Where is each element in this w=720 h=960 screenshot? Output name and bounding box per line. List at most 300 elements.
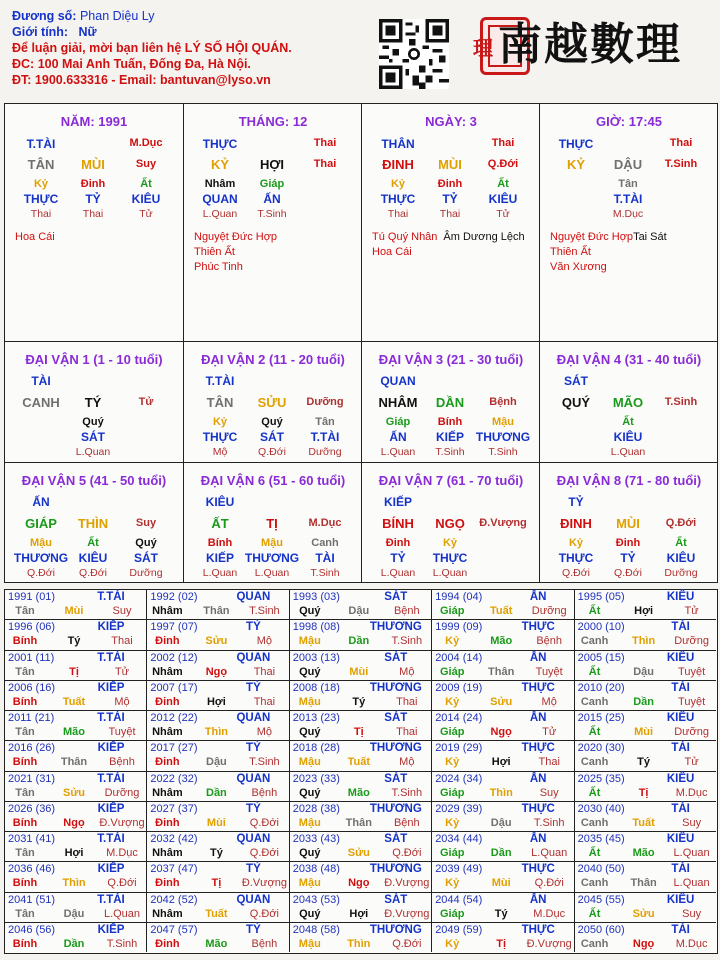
dai-van-god: ẤN [32, 495, 50, 509]
year-stem: Ất [588, 726, 601, 738]
contact-line: Để luận giải, mời bạn liên hệ LÝ SỐ HỘI QUÁN. [12, 41, 292, 55]
qr-code-icon [379, 19, 449, 89]
red-seal-icon: 理 [480, 17, 530, 75]
year-stage: Dưỡng [674, 635, 709, 648]
dv-hidden-god: SÁT [134, 551, 158, 565]
pillars-panel [4, 103, 718, 343]
year-cell [432, 711, 574, 741]
year-god: QUAN [236, 772, 271, 785]
year-branch: Tuất [205, 907, 228, 920]
year-label: 2020 (30) [577, 742, 625, 755]
year-stage: Mộ [399, 665, 415, 678]
year-branch: Ngọ [63, 816, 85, 829]
dv-hidden-god: KIÊU [666, 551, 696, 565]
hidden-stem-stage: Tử [496, 208, 510, 220]
year-cell [432, 772, 574, 802]
year-branch: Sửu [632, 907, 655, 920]
year-cell [5, 651, 147, 681]
year-stem: Đinh [155, 877, 180, 890]
year-branch: Hợi [64, 847, 84, 859]
year-cell [290, 893, 432, 923]
year-cell [432, 681, 574, 711]
dv-hidden-god: THƯƠNG [13, 551, 69, 565]
year-stage: Suy [539, 786, 559, 799]
dai-van-cell [183, 462, 362, 583]
dai-van-god: KIÊU [205, 495, 235, 509]
year-branch: Tý [67, 635, 81, 648]
year-god: TÀI [671, 802, 690, 815]
year-stem: Đinh [155, 695, 180, 708]
year-stem: Mậu [298, 937, 321, 950]
year-stage: Mộ [114, 695, 130, 708]
year-god: TỶ [246, 621, 261, 634]
year-branch: Thân [345, 816, 372, 829]
year-stage: M.Dục [106, 847, 138, 859]
year-cell [290, 923, 432, 952]
year-god: TÀI [671, 863, 690, 876]
year-cell [575, 590, 716, 620]
year-label: 2016 (26) [8, 742, 56, 755]
hidden-stem-god: THỰC [23, 192, 59, 206]
year-branch: Tị [69, 665, 79, 678]
star-name: Thiên Ất [550, 246, 591, 258]
year-god: T.TÀI [97, 772, 125, 785]
dai-van-cell [361, 342, 540, 462]
year-label: 2035 (45) [577, 833, 625, 845]
year-stage: Thai [396, 695, 418, 708]
year-cell [290, 681, 432, 711]
year-cell [5, 862, 147, 892]
dai-van-title: ĐẠI VẬN 7 (61 - 70 tuổi) [378, 473, 524, 488]
year-branch: Sửu [347, 847, 370, 859]
dv-hidden-stem: Quý [82, 416, 104, 428]
year-cell [432, 862, 574, 892]
dai-van-stem: NHÂM [378, 395, 418, 410]
year-cell [432, 832, 574, 862]
dv-hidden-stem: Giáp [385, 416, 411, 428]
year-label: 1998 (08) [292, 621, 340, 634]
dai-van-stage: Bệnh [489, 396, 517, 408]
year-stage: Tuyệt [108, 726, 136, 738]
year-stage: L.Quan [673, 877, 710, 890]
year-stem: Bính [12, 756, 38, 769]
header-info [12, 8, 372, 88]
year-god: SÁT [384, 833, 408, 845]
year-god: KIÊU [666, 651, 695, 664]
year-cell [147, 802, 289, 832]
year-stem: Kỷ [445, 635, 460, 648]
dv-hidden-god: THỰC [202, 430, 238, 444]
year-stage: Đ.Vượng [526, 937, 572, 950]
dv-hidden-stem: Ất [675, 537, 687, 549]
year-cell [432, 923, 574, 952]
dv-hidden-stem: Tân [315, 416, 335, 428]
year-stem: Mậu [298, 635, 321, 648]
year-branch: Thìn [62, 877, 86, 890]
year-label: 2015 (25) [577, 712, 625, 724]
pillar-column [5, 104, 183, 342]
year-branch: Dần [63, 937, 85, 950]
year-god: QUAN [236, 591, 271, 603]
dv-hidden-stage: L.Quan [380, 446, 416, 458]
year-cell [290, 741, 432, 771]
year-cell [432, 893, 574, 923]
pillar-earthly-branch: HỢI [259, 157, 285, 172]
pillar-can-stage: Thai [491, 137, 515, 149]
year-label: 2012 (22) [150, 712, 198, 724]
year-stage: Thai [111, 635, 133, 648]
year-branch: Tị [496, 937, 507, 950]
year-branch: Thìn [489, 786, 513, 799]
year-cell [575, 832, 716, 862]
dv-hidden-god: SÁT [260, 430, 284, 444]
pillar-column [361, 104, 540, 342]
year-stem: Tân [15, 726, 35, 738]
year-branch: Thân [488, 665, 515, 678]
year-stem: Kỷ [445, 695, 460, 708]
year-cell [5, 923, 147, 952]
year-label: 1992 (02) [150, 591, 198, 603]
year-cell [5, 772, 147, 802]
year-cell [147, 711, 289, 741]
year-cell [432, 651, 574, 681]
pillar-can-god: THÂN [381, 137, 415, 151]
dv-hidden-stage: Q.Đới [258, 446, 286, 458]
dai-van-title: ĐẠI VẬN 5 (41 - 50 tuổi) [21, 473, 167, 488]
year-branch: Thìn [204, 726, 228, 738]
dv-hidden-god: KIÊU [78, 551, 108, 565]
year-branch: Tuất [347, 756, 370, 769]
year-stem: Ất [588, 907, 601, 920]
year-label: 2003 (13) [292, 651, 340, 664]
year-label: 2046 (56) [8, 923, 56, 936]
year-stage: Mộ [541, 695, 557, 708]
year-stem: Ất [588, 605, 601, 617]
year-branch: Dần [633, 695, 654, 708]
dv-hidden-stage: L.Quan [254, 567, 290, 579]
year-god: KIẾP [97, 923, 125, 936]
year-god: THƯƠNG [369, 923, 422, 936]
year-cell [575, 620, 716, 650]
year-label: 1991 (01) [8, 591, 56, 603]
year-god: TỶ [246, 923, 261, 936]
hidden-stem-god: TỶ [85, 192, 101, 206]
year-god: T.TÀI [97, 833, 125, 845]
year-stem: Quý [299, 726, 321, 738]
dv-hidden-stem: Đinh [615, 537, 641, 549]
star-list [550, 230, 716, 275]
star-name: Thiên Ất [194, 246, 235, 258]
year-stage: Tử [684, 605, 699, 617]
dai-van-cell [539, 342, 718, 462]
year-stem: Tân [15, 786, 35, 799]
year-stage: Q.Đới [392, 847, 422, 859]
year-stage: Dưỡng [674, 726, 709, 738]
star-name: Âm Dương Lệch [443, 231, 525, 243]
owner-name: Phan Diệu Ly [79, 9, 155, 23]
year-stage: T.Sinh [249, 605, 280, 617]
dv-hidden-god: KIÊU [613, 430, 643, 444]
year-cell [290, 862, 432, 892]
year-stage: Bệnh [109, 756, 135, 769]
dai-van-branch: NGỌ [435, 516, 465, 531]
year-cell [575, 741, 716, 771]
year-cell [5, 620, 147, 650]
hidden-stem-stage: T.Sinh [257, 208, 287, 220]
hidden-stem-stage: Tử [139, 208, 153, 220]
dai-van-branch: MÃO [612, 395, 644, 410]
dai-van-branch: TỊ [266, 516, 278, 531]
hidden-stem: Ất [140, 178, 152, 190]
dv-hidden-stem: Ất [87, 537, 99, 549]
dv-hidden-god: THỰC [558, 551, 594, 565]
year-stage: L.Quan [103, 907, 141, 920]
year-branch: Dần [206, 786, 227, 799]
year-stage: Bệnh [393, 605, 420, 617]
year-stage: T.Sinh [249, 756, 280, 769]
year-stem: Ất [588, 665, 601, 678]
year-branch: Mão [490, 635, 513, 648]
year-stage: M.Dục [533, 907, 566, 920]
year-stage: M.Dục [675, 937, 708, 950]
year-god: KIÊU [666, 833, 695, 845]
year-god: THƯƠNG [369, 681, 422, 694]
year-cell [147, 832, 289, 862]
year-stage: T.Sinh [106, 937, 138, 950]
year-stem: Mậu [298, 695, 321, 708]
year-label: 2044 (54) [435, 893, 483, 906]
year-branch: Tý [209, 847, 223, 859]
dai-van-stage: Tử [138, 396, 154, 408]
year-stage: Tuyệt [535, 665, 563, 678]
year-branch: Tuất [62, 695, 86, 708]
year-stem: Giáp [439, 907, 465, 920]
year-stage: Bệnh [251, 786, 278, 799]
brand-logo: 南越數理 [498, 19, 682, 70]
year-branch: Sửu [205, 635, 228, 648]
year-cell [147, 741, 289, 771]
year-branch: Tị [211, 877, 222, 890]
year-god: T.TÀI [97, 591, 125, 603]
year-label: 2031 (41) [8, 833, 56, 845]
pillar-can-stage: M.Dục [129, 137, 163, 149]
year-branch: Ngọ [632, 937, 655, 950]
pillar-can-stage: Thai [313, 137, 337, 149]
year-label: 2021 (31) [8, 772, 56, 785]
year-cell [290, 802, 432, 832]
year-stem: Nhâm [152, 605, 183, 617]
pillar-heavenly-stem: KỶ [210, 157, 230, 172]
dai-van-stem: ẤT [211, 516, 229, 531]
star-name: Nguyệt Đức Hợp [194, 231, 278, 243]
year-label: 2005 (15) [577, 651, 625, 664]
dv-hidden-stage: T.Sinh [435, 446, 465, 458]
year-branch: Dần [490, 847, 512, 859]
dv-hidden-god: TỶ [390, 551, 406, 565]
pillar-heavenly-stem: TÂN [27, 157, 55, 172]
year-label: 2034 (44) [435, 833, 483, 845]
year-stem: Tân [15, 665, 35, 678]
dai-van-stem: GIÁP [25, 516, 57, 531]
year-label: 2048 (58) [292, 923, 340, 936]
dv-hidden-stem: Mậu [261, 537, 283, 549]
year-branch: Thân [203, 605, 230, 617]
dai-van-god: T.TÀI [205, 374, 235, 388]
year-branch: Mão [632, 847, 655, 859]
year-label: 2037 (47) [150, 863, 198, 876]
year-god: THỰC [521, 681, 555, 694]
dv-hidden-stem: Mậu [492, 416, 514, 428]
dv-hidden-stem: Mậu [30, 537, 52, 549]
year-stem: Mậu [298, 816, 321, 829]
year-god: SÁT [384, 772, 408, 785]
year-cell [575, 802, 716, 832]
hidden-stem: Nhâm [204, 178, 236, 190]
hidden-stem: Ất [497, 178, 509, 190]
year-branch: Mùi [491, 877, 511, 890]
pillar-title: THÁNG: 12 [238, 114, 308, 129]
year-stem: Ất [588, 786, 601, 799]
star-name: Hoa Cái [15, 231, 55, 243]
year-stem: Nhâm [152, 726, 183, 738]
year-label: 2025 (35) [577, 772, 625, 785]
dv-hidden-god: T.TÀI [310, 430, 340, 444]
dai-van-branch: DẦN [435, 395, 465, 410]
dai-van-cell [361, 462, 540, 583]
year-cell [575, 711, 716, 741]
star-name: Phúc Tinh [194, 261, 243, 273]
pillar-can-god: T.TÀI [26, 137, 56, 151]
pillar-earthly-branch: MÙI [438, 157, 462, 172]
year-label: 2027 (37) [150, 802, 198, 815]
year-stem: Đinh [155, 937, 180, 950]
year-cell [575, 651, 716, 681]
year-god: TỶ [246, 863, 261, 876]
year-label: 2004 (14) [435, 651, 483, 664]
year-god: TÀI [671, 621, 690, 634]
year-branch: Ngọ [348, 877, 370, 890]
year-label: 2019 (29) [435, 742, 483, 755]
star-name: Văn Xương [550, 261, 607, 273]
year-label: 2047 (57) [150, 923, 198, 936]
dv-hidden-stem: Canh [311, 537, 339, 549]
year-stem: Canh [580, 635, 609, 648]
year-branch: Mùi [349, 665, 369, 678]
pillar-can-stage: Thai [669, 137, 693, 149]
year-label: 2028 (38) [292, 802, 340, 815]
year-branch: Hợi [206, 695, 226, 708]
year-stem: Quý [299, 665, 321, 678]
year-stem: Bính [12, 816, 38, 829]
year-branch: Mùi [634, 726, 654, 738]
year-god: T.TÀI [97, 651, 125, 664]
year-label: 2038 (48) [292, 863, 340, 876]
dai-van-cell [5, 342, 183, 462]
year-stem: Bính [12, 695, 38, 708]
year-stage: Đ.Vượng [384, 907, 430, 920]
pillar-can-god: THỰC [202, 137, 238, 151]
year-stem: Quý [299, 907, 321, 920]
year-label: 2002 (12) [150, 651, 198, 664]
year-stage: Q.Đới [392, 937, 422, 950]
hidden-stem-god: THỰC [380, 192, 416, 206]
year-stage: Tử [684, 756, 699, 769]
year-god: TỶ [246, 742, 261, 755]
year-stage: Thai [396, 726, 418, 738]
year-label: 2000 (10) [577, 621, 625, 634]
pillar-can-god: THỰC [558, 137, 594, 151]
year-branch: Mão [347, 786, 370, 799]
year-stem: Đinh [155, 816, 180, 829]
year-stage: L.Quan [531, 847, 568, 859]
year-god: SÁT [384, 893, 408, 906]
year-god: ẤN [529, 893, 547, 906]
year-god: KIÊU [666, 893, 695, 906]
dai-van-title: ĐẠI VẬN 4 (31 - 40 tuổi) [556, 352, 702, 367]
year-cell [147, 651, 289, 681]
pillar-column [539, 104, 718, 342]
pillar-title: NGÀY: 3 [425, 114, 477, 129]
year-branch: Dậu [633, 665, 654, 678]
dai-van-stem: CANH [22, 395, 60, 410]
dv-hidden-god: ẤN [389, 430, 407, 444]
dai-van-god: TỶ [568, 495, 584, 509]
year-cell [5, 711, 147, 741]
year-stem: Mậu [298, 877, 321, 890]
dai-van-title: ĐẠI VẬN 6 (51 - 60 tuổi) [200, 473, 346, 488]
dv-hidden-god: KIẾP [435, 430, 465, 444]
dai-van-stage: Suy [135, 517, 157, 529]
dai-van-god: QUAN [380, 374, 416, 388]
year-cell [290, 711, 432, 741]
year-stem: Bính [12, 877, 38, 890]
year-label: 2001 (11) [8, 651, 55, 664]
year-stem: Canh [580, 937, 609, 950]
year-god: SÁT [384, 591, 408, 603]
year-branch: Dậu [490, 816, 512, 829]
year-stem: Ất [588, 847, 601, 859]
pillar-branch-stage: Thai [313, 158, 337, 170]
year-stem: Canh [580, 816, 609, 829]
pillar-earthly-branch: MÙI [81, 157, 105, 172]
year-label: 1993 (03) [292, 591, 340, 603]
dai-van-stem: ĐINH [560, 516, 592, 531]
pillar-column [183, 104, 362, 342]
year-god: KIẾP [97, 621, 125, 634]
dai-van-branch: THÌN [77, 516, 109, 531]
year-label: 1997 (07) [150, 621, 198, 634]
dv-hidden-stage: Dưỡng [664, 567, 698, 579]
dv-hidden-god: SÁT [81, 430, 105, 444]
year-stage: Thai [253, 695, 276, 708]
year-label: 2010 (20) [577, 681, 625, 694]
year-branch: Thìn [631, 635, 656, 648]
dai-van-title: ĐẠI VẬN 2 (11 - 20 tuổi) [201, 352, 345, 367]
year-cell [5, 832, 147, 862]
year-branch: Tý [494, 907, 508, 920]
hidden-stem: Giáp [259, 178, 285, 190]
year-stage: Suy [112, 605, 132, 617]
year-label: 2041 (51) [8, 893, 56, 906]
year-stage: Q.Đới [249, 907, 279, 920]
year-god: TỶ [246, 681, 261, 694]
star-name: Nguyệt Đức Hợp [550, 231, 634, 243]
year-stem: Tân [15, 847, 35, 859]
year-god: THỰC [521, 863, 555, 876]
year-god: SÁT [384, 712, 408, 724]
year-stem: Giáp [439, 847, 465, 859]
year-god: ẤN [529, 712, 547, 724]
